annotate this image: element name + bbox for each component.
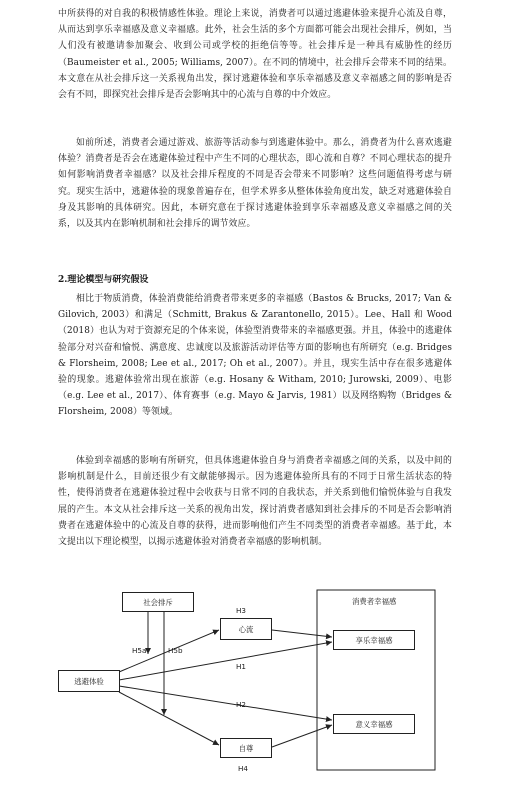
eudaimonic-wellbeing-box: 意义幸福感 [333, 714, 415, 734]
theoretical-model-diagram [52, 582, 467, 782]
paragraph-4: 体验到幸福感的影响有所研究，但具体逃避体验自身与消费者幸福感之间的关系，以及中间的影响机制是什么，目前还很少有文献能够揭示。因为逃避体验所具有的不同于日常生活状态的特性，使得消费者在逃避体验过程中会收获与日常不同的自我状态，并关系到他们愉悦体验与自我发展的产生。本文从社会排斥这一关系的视角出发，探讨消费者感知到社会排斥的不同是否会影响消费者在逃避体验中的心流及自尊的获得，进而影响他们产生不同类型的消费者幸福感。基于此，本文提出以下理论模型，以揭示逃避体验对消费者幸福感的影响机制。 [58, 456, 452, 548]
paragraph-3: 相比于物质消费，体验消费能给消费者带来更多的幸福感（Bastos & Brucks, 2017; Van & Gilovich, 2003）和满足（Schmitt, Brakus & Zarantonello, 2015）。Lee、Hall 和 Wood（2018）也认为对于资源充足的个体来说，体验型消费带来的幸福感更强。并且，体验中的逃避体验部分对兴奋和愉悦、满意度、忠诚度以及旅游活动评估等方面的影响也有所研究（e.g. Bridges & Florsheim, 2008; Lee et al., 2017; Oh et al., 2007）。并且，现实生活中存在很多逃避体验的现象。逃避体验常出现在旅游（e.g. Hosany & Witham, 2010; Jurowski, 2009）、电影（e.g. Lee et al., 2017）、体育赛事（e.g. Mayo & Jarvis, 1981）以及网络购物（Bridges & Florsheim, 2008）等领域。 [58, 294, 452, 418]
section-heading: 2.理论模型与研究假设 [58, 275, 149, 285]
flow-box: 心流 [220, 618, 272, 640]
self-esteem-box: 自尊 [220, 738, 272, 758]
paragraph-1: 中所获得的对自我的积极情感性体验。理论上来说，消费者可以通过逃避体验来提升心流及自尊，从而达到享乐幸福感及意义幸福感。此外，社会生活的多个方面都可能会出现社会排斥，例如，当人们没有被邀请参加聚会、收到公司或学校的拒绝信等等。社会排斥是一种具有威胁性的经历（Baumeister et al., 2005; Williams, 2007）。在不同的情境中，社会排斥会带来不同的结果。本文意在从社会排斥这一关系视角出发，探讨逃避体验和享乐幸福感及意义幸福感之间的影响是否会有不同，即探究社会排斥是否会影响其中的心流与自尊的中介效应。 [58, 9, 452, 101]
label-h5a: H5a [132, 646, 147, 655]
paragraph-2: 如前所述，消费者会通过游戏、旅游等活动参与到逃避体验中。那么，消费者为什么喜欢逃避体验？消费者是否会在逃避体验过程中产生不同的心理状态，即心流和自尊？不同心理状态的提升如何影响消费者幸福感？以及社会排斥程度的不同是否会带来不同影响？这些问题值得考虑与研究。现实生活中，逃避体验的现象普遍存在，但学术界多从整体体验角度出发，缺乏对逃避体验自身及其影响的具体研究。因此，本研究意在于探讨逃避体验到享乐幸福感及意义幸福感之间的关系，以及其内在影响机制和社会排斥的调节效应。 [58, 138, 452, 230]
label-h3: H3 [236, 606, 246, 615]
social-exclusion-box: 社会排斥 [122, 592, 194, 612]
label-h5b: H5b [168, 646, 183, 655]
label-h1: H1 [236, 662, 246, 671]
label-h2: H2 [236, 700, 246, 709]
label-h4: H4 [238, 764, 248, 773]
consumer-wellbeing-title: 消费者幸福感 [352, 597, 397, 606]
hedonic-wellbeing-box: 享乐幸福感 [333, 630, 415, 650]
escape-experience-box: 逃避体验 [58, 670, 120, 692]
